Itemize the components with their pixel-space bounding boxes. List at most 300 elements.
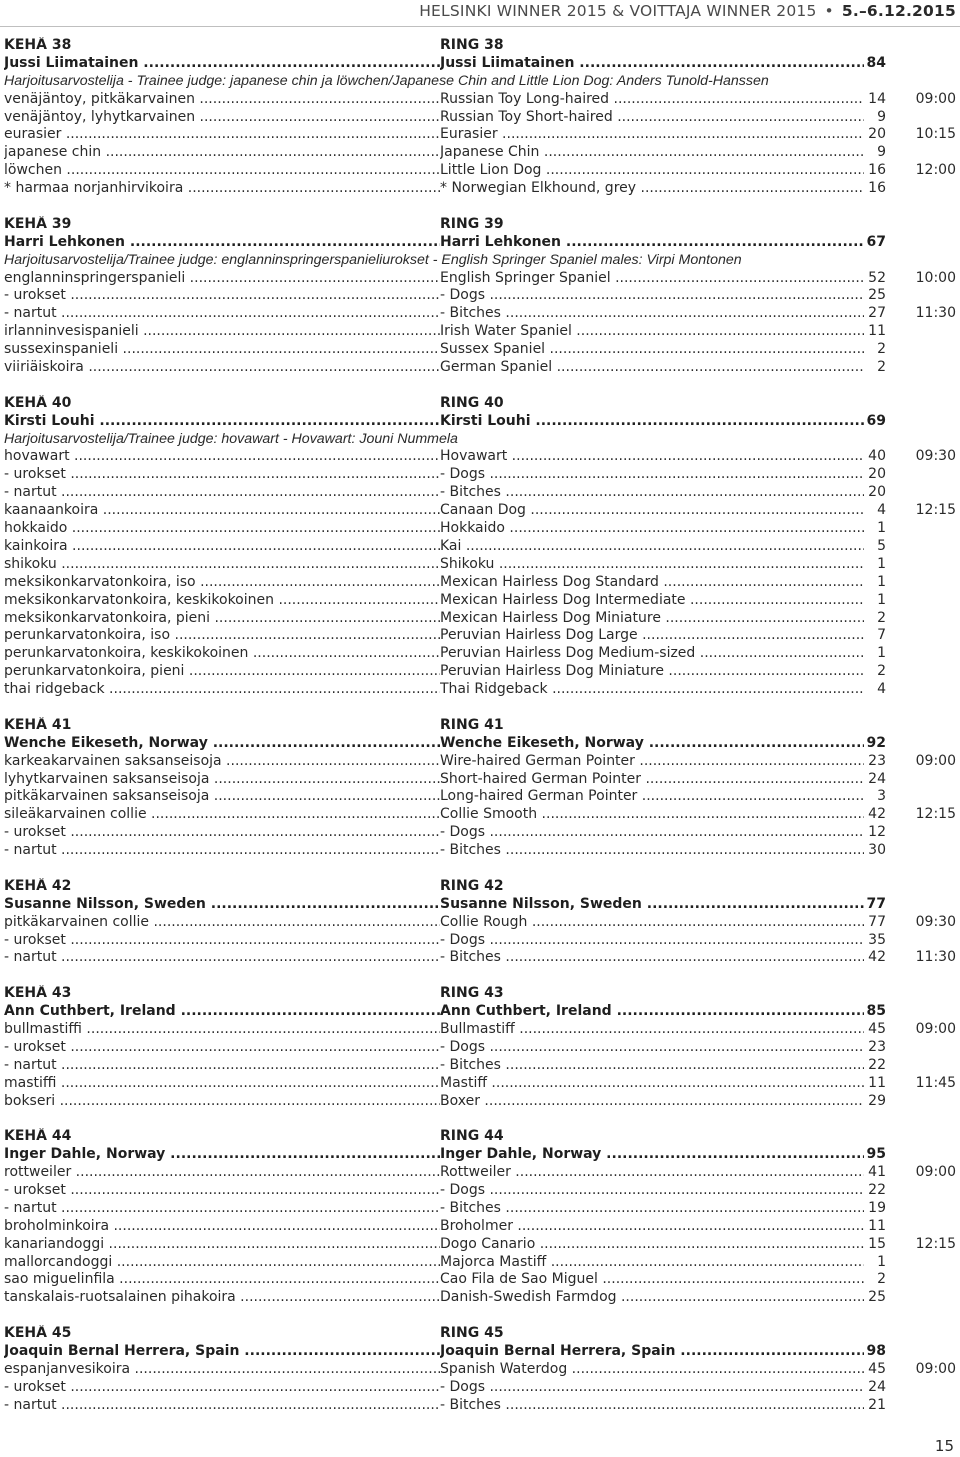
judge-name-en bbox=[440, 234, 864, 252]
breed-name-en bbox=[440, 753, 864, 771]
ring-heading bbox=[4, 1325, 960, 1343]
judge-name-en-text: Inger Dahle, Norway bbox=[440, 1146, 602, 1163]
start-time: 11:30 bbox=[915, 305, 956, 322]
entry-count: 29 bbox=[868, 1092, 886, 1109]
breed-name-en bbox=[440, 932, 864, 950]
breed-name-fi bbox=[4, 466, 440, 484]
breed-name-en-text: Broholmer bbox=[440, 1217, 513, 1234]
judge-name-fi bbox=[4, 1343, 440, 1361]
breed-row bbox=[4, 180, 960, 198]
breed-name-fi-text: mallorcandoggi bbox=[4, 1253, 113, 1270]
breed-row bbox=[4, 91, 960, 109]
breed-name-en bbox=[440, 1379, 864, 1397]
ring-section bbox=[4, 860, 960, 967]
kehä-label: KEHÄ 40 bbox=[4, 394, 72, 411]
breed-name-fi-text: meksikonkarvatonkoira, pieni bbox=[4, 609, 211, 626]
judge-name-fi-text: Ann Cuthbert, Ireland bbox=[4, 1003, 176, 1020]
ring-heading bbox=[4, 37, 960, 55]
breed-name-fi bbox=[4, 914, 440, 932]
breed-name-fi bbox=[4, 144, 440, 162]
breed-name-fi bbox=[4, 592, 440, 610]
entry-count: 52 bbox=[868, 269, 886, 286]
breed-row bbox=[4, 914, 960, 932]
breed-name-en bbox=[440, 484, 864, 502]
breed-name-fi bbox=[4, 1289, 440, 1307]
start-time: 09:00 bbox=[915, 1360, 956, 1377]
breed-name-en bbox=[440, 126, 864, 144]
breed-row bbox=[4, 359, 960, 377]
ring-schedule bbox=[4, 37, 960, 1415]
breed-name-en bbox=[440, 538, 864, 556]
entry-total: 95 bbox=[866, 1146, 886, 1163]
judge-name-en bbox=[440, 896, 864, 914]
ring-label: RING 39 bbox=[440, 215, 504, 232]
entry-count: 20 bbox=[868, 466, 886, 483]
start-time: 09:00 bbox=[915, 1164, 956, 1181]
entry-count: 35 bbox=[868, 931, 886, 948]
breed-name-en-text: Japanese Chin bbox=[440, 144, 540, 161]
entry-count: 23 bbox=[868, 1038, 886, 1055]
entry-count: 22 bbox=[868, 1056, 886, 1073]
breed-name-en-text: Shikoku bbox=[440, 555, 495, 572]
breed-row bbox=[4, 592, 960, 610]
breed-name-en bbox=[440, 1271, 864, 1289]
breed-name-en bbox=[440, 1039, 864, 1057]
breed-name-fi bbox=[4, 663, 440, 681]
entry-count: 42 bbox=[868, 949, 886, 966]
judge-row bbox=[4, 55, 960, 73]
entry-count: 11 bbox=[868, 1074, 886, 1091]
breed-row bbox=[4, 323, 960, 341]
breed-name-fi-text: - nartut bbox=[4, 1396, 57, 1413]
header-separator: • bbox=[824, 2, 834, 20]
breed-name-fi-text: lyhytkarvainen saksanseisoja bbox=[4, 770, 210, 787]
breed-name-fi-text: - urokset bbox=[4, 1378, 66, 1395]
trainee-judge-note: Harjoitusarvostelija/Trainee judge: englanninspringerspanieliurokset - English Springer Spaniel males: Virpi Montonen bbox=[4, 251, 742, 268]
breed-name-fi-text: perunkarvatonkoira, pieni bbox=[4, 663, 185, 680]
entry-count: 1 bbox=[877, 1253, 886, 1270]
entry-count: 41 bbox=[868, 1164, 886, 1181]
breed-name-en-text: Mexican Hairless Dog Miniature bbox=[440, 609, 661, 626]
breed-row bbox=[4, 502, 960, 520]
entry-count: 2 bbox=[877, 359, 886, 376]
kehä-label: KEHÄ 38 bbox=[4, 37, 72, 53]
breed-name-fi-text: pitkäkarvainen saksanseisoja bbox=[4, 788, 210, 805]
entry-count: 19 bbox=[868, 1199, 886, 1216]
judge-name-fi-text: Harri Lehkonen bbox=[4, 233, 126, 250]
breed-row bbox=[4, 1271, 960, 1289]
judge-row bbox=[4, 896, 960, 914]
breed-row bbox=[4, 448, 960, 466]
breed-name-fi bbox=[4, 287, 440, 305]
start-time: 12:15 bbox=[915, 806, 956, 823]
breed-row bbox=[4, 1075, 960, 1093]
judge-name-en bbox=[440, 735, 864, 753]
breed-row bbox=[4, 645, 960, 663]
judge-name-fi bbox=[4, 735, 440, 753]
breed-name-en bbox=[440, 1075, 864, 1093]
breed-name-en bbox=[440, 1361, 864, 1379]
kehä-label: KEHÄ 39 bbox=[4, 215, 72, 232]
judge-name-en-text: Harri Lehkonen bbox=[440, 233, 562, 250]
ring-heading bbox=[4, 717, 960, 735]
ring-label: RING 38 bbox=[440, 37, 504, 53]
breed-row bbox=[4, 1218, 960, 1236]
ring-section bbox=[4, 967, 960, 1110]
ring-section bbox=[4, 198, 960, 377]
breed-name-fi bbox=[4, 1164, 440, 1182]
breed-name-en-text: Long-haired German Pointer bbox=[440, 788, 638, 805]
breed-name-fi bbox=[4, 180, 440, 198]
entry-count: 25 bbox=[868, 1289, 886, 1306]
ring-section bbox=[4, 1307, 960, 1414]
section-gap bbox=[4, 860, 960, 878]
entry-count: 1 bbox=[877, 520, 886, 537]
breed-name-en-text: - Dogs bbox=[440, 824, 486, 841]
breed-name-fi-text: perunkarvatonkoira, keskikokoinen bbox=[4, 645, 249, 662]
breed-name-en bbox=[440, 1236, 864, 1254]
breed-name-fi bbox=[4, 556, 440, 574]
breed-name-en bbox=[440, 645, 864, 663]
judge-name-en-text: Ann Cuthbert, Ireland bbox=[440, 1003, 612, 1020]
judge-row bbox=[4, 1343, 960, 1361]
breed-name-en bbox=[440, 359, 864, 377]
header-divider bbox=[0, 26, 960, 27]
breed-name-en bbox=[440, 1093, 864, 1111]
breed-name-en-text: Little Lion Dog bbox=[440, 162, 542, 179]
breed-name-fi bbox=[4, 610, 440, 628]
ring-section bbox=[4, 1110, 960, 1307]
breed-row bbox=[4, 771, 960, 789]
entry-count: 11 bbox=[868, 323, 886, 340]
trainee-judge-note: Harjoitusarvostelija/Trainee judge: hovawart - Hovawart: Jouni Nummela bbox=[4, 430, 458, 447]
ring-label: RING 40 bbox=[440, 394, 504, 411]
breed-name-en bbox=[440, 502, 864, 520]
breed-row bbox=[4, 753, 960, 771]
breed-name-en-text: Majorca Mastiff bbox=[440, 1253, 547, 1270]
judge-name-en-text: Susanne Nilsson, Sweden bbox=[440, 895, 642, 912]
entry-count: 21 bbox=[868, 1396, 886, 1413]
breed-name-fi bbox=[4, 323, 440, 341]
breed-row bbox=[4, 574, 960, 592]
ring-heading bbox=[4, 395, 960, 413]
breed-name-fi-text: - urokset bbox=[4, 287, 66, 304]
start-time: 09:30 bbox=[915, 913, 956, 930]
breed-name-en-text: Mexican Hairless Dog Intermediate bbox=[440, 591, 686, 608]
entry-count: 2 bbox=[877, 1271, 886, 1288]
judge-name-fi-text: Wenche Eikeseth, Norway bbox=[4, 734, 208, 751]
breed-row bbox=[4, 1021, 960, 1039]
breed-name-fi bbox=[4, 842, 440, 860]
judge-name-en bbox=[440, 1343, 864, 1361]
entry-count: 16 bbox=[868, 162, 886, 179]
breed-row bbox=[4, 1361, 960, 1379]
breed-name-en bbox=[440, 574, 864, 592]
breed-name-en-text: Irish Water Spaniel bbox=[440, 323, 572, 340]
breed-name-en-text: Sussex Spaniel bbox=[440, 341, 546, 358]
breed-name-en-text: Dogo Canario bbox=[440, 1235, 536, 1252]
section-gap bbox=[4, 1110, 960, 1128]
ring-section bbox=[4, 37, 960, 198]
breed-name-fi-text: englanninspringerspanieli bbox=[4, 269, 186, 286]
entry-count: 42 bbox=[868, 806, 886, 823]
start-time: 09:00 bbox=[915, 1020, 956, 1037]
entry-count: 45 bbox=[868, 1020, 886, 1037]
breed-name-en-text: - Dogs bbox=[440, 1182, 486, 1198]
entry-count: 20 bbox=[868, 484, 886, 501]
breed-name-en-text: - Dogs bbox=[440, 466, 486, 483]
breed-name-fi-text: - nartut bbox=[4, 305, 57, 322]
entry-count: 45 bbox=[868, 1360, 886, 1377]
entry-count: 24 bbox=[868, 1378, 886, 1395]
entry-total: 98 bbox=[866, 1343, 886, 1360]
judge-name-fi bbox=[4, 413, 440, 431]
breed-name-fi-text: kaanaankoira bbox=[4, 502, 99, 519]
breed-row bbox=[4, 484, 960, 502]
judge-name-en bbox=[440, 1003, 864, 1021]
breed-name-fi bbox=[4, 645, 440, 663]
breed-name-fi bbox=[4, 771, 440, 789]
breed-name-en bbox=[440, 1218, 864, 1236]
breed-name-fi-text: löwchen bbox=[4, 162, 62, 179]
breed-name-en-text: Short-haired German Pointer bbox=[440, 770, 642, 787]
breed-name-en-text: - Dogs bbox=[440, 287, 486, 304]
breed-name-en bbox=[440, 681, 864, 699]
ring-label: RING 43 bbox=[440, 985, 504, 1002]
entry-count: 11 bbox=[868, 1217, 886, 1234]
breed-name-en bbox=[440, 663, 864, 681]
breed-row bbox=[4, 287, 960, 305]
breed-name-fi-text: meksikonkarvatonkoira, iso bbox=[4, 573, 196, 590]
breed-name-en bbox=[440, 627, 864, 645]
breed-name-en-text: - Bitches bbox=[440, 484, 501, 501]
breed-name-en-text: German Spaniel bbox=[440, 359, 553, 376]
breed-name-fi-text: japanese chin bbox=[4, 144, 102, 161]
breed-row bbox=[4, 1200, 960, 1218]
breed-name-fi-text: pitkäkarvainen collie bbox=[4, 913, 150, 930]
entry-count: 14 bbox=[868, 90, 886, 107]
ring-section bbox=[4, 699, 960, 860]
breed-name-fi bbox=[4, 681, 440, 699]
section-gap bbox=[4, 1307, 960, 1325]
entry-count: 12 bbox=[868, 824, 886, 841]
breed-name-fi bbox=[4, 788, 440, 806]
breed-name-fi-text: rottweiler bbox=[4, 1164, 72, 1181]
breed-name-fi-text: karkeakarvainen saksanseisoja bbox=[4, 752, 222, 769]
breed-name-en-text: Cao Fila de Sao Miguel bbox=[440, 1271, 598, 1288]
breed-name-en bbox=[440, 91, 864, 109]
breed-name-fi bbox=[4, 627, 440, 645]
breed-name-en-text: Eurasier bbox=[440, 126, 498, 143]
start-time: 09:30 bbox=[915, 448, 956, 465]
entry-count: 1 bbox=[877, 645, 886, 662]
breed-name-en bbox=[440, 806, 864, 824]
breed-name-fi-text: - urokset bbox=[4, 1038, 66, 1055]
breed-name-fi bbox=[4, 1361, 440, 1379]
breed-name-en-text: Peruvian Hairless Dog Large bbox=[440, 627, 638, 644]
kehä-label: KEHÄ 43 bbox=[4, 985, 72, 1002]
judge-name-fi-text: Joaquin Bernal Herrera, Spain bbox=[4, 1343, 240, 1360]
page-number: 15 bbox=[934, 1437, 954, 1455]
entry-total: 85 bbox=[866, 1003, 886, 1020]
breed-name-fi bbox=[4, 1236, 440, 1254]
judge-name-fi bbox=[4, 1003, 440, 1021]
breed-name-fi bbox=[4, 359, 440, 377]
breed-name-en bbox=[440, 180, 864, 198]
entry-count: 15 bbox=[868, 1235, 886, 1252]
breed-name-fi bbox=[4, 574, 440, 592]
breed-name-fi-text: broholminkoira bbox=[4, 1217, 110, 1234]
start-time: 12:00 bbox=[915, 162, 956, 179]
breed-name-fi-text: viiriäiskoira bbox=[4, 359, 84, 376]
breed-row bbox=[4, 627, 960, 645]
breed-name-en-text: - Dogs bbox=[440, 1038, 486, 1055]
entry-count: 2 bbox=[877, 663, 886, 680]
breed-name-en-text: - Bitches bbox=[440, 305, 501, 322]
section-gap bbox=[4, 198, 960, 216]
breed-name-en-text: Wire-haired German Pointer bbox=[440, 752, 635, 769]
breed-name-en bbox=[440, 949, 864, 967]
breed-row bbox=[4, 824, 960, 842]
breed-row bbox=[4, 538, 960, 556]
entry-count: 3 bbox=[877, 788, 886, 805]
judge-row bbox=[4, 735, 960, 753]
section-gap bbox=[4, 377, 960, 395]
breed-name-en bbox=[440, 1397, 864, 1415]
breed-row bbox=[4, 1289, 960, 1307]
breed-name-en-text: Danish-Swedish Farmdog bbox=[440, 1289, 617, 1306]
breed-name-fi bbox=[4, 753, 440, 771]
breed-name-en-text: Spanish Waterdog bbox=[440, 1360, 568, 1377]
breed-name-en bbox=[440, 144, 864, 162]
breed-name-fi-text: - urokset bbox=[4, 824, 66, 841]
breed-name-en-text: - Bitches bbox=[440, 842, 501, 859]
breed-row bbox=[4, 126, 960, 144]
breed-row bbox=[4, 305, 960, 323]
breed-name-en bbox=[440, 448, 864, 466]
breed-name-en-text: English Springer Spaniel bbox=[440, 269, 611, 286]
page-header bbox=[419, 2, 956, 24]
judge-name-fi-text: Inger Dahle, Norway bbox=[4, 1146, 166, 1163]
breed-name-fi bbox=[4, 949, 440, 967]
breed-name-en-text: - Bitches bbox=[440, 949, 501, 966]
breed-name-fi bbox=[4, 109, 440, 127]
breed-name-fi-text: espanjanvesikoira bbox=[4, 1360, 131, 1377]
breed-name-en-text: - Bitches bbox=[440, 1396, 501, 1413]
judge-name-fi bbox=[4, 234, 440, 252]
breed-name-fi-text: * harmaa norjanhirvikoira bbox=[4, 180, 184, 197]
entry-total: 84 bbox=[866, 54, 886, 71]
breed-name-en-text: Peruvian Hairless Dog Medium-sized bbox=[440, 645, 696, 662]
ring-label: RING 42 bbox=[440, 877, 504, 894]
breed-row bbox=[4, 162, 960, 180]
breed-name-en bbox=[440, 162, 864, 180]
breed-name-fi-text: venäjäntoy, pitkäkarvainen bbox=[4, 90, 195, 107]
breed-name-fi bbox=[4, 1200, 440, 1218]
breed-name-en-text: Collie Smooth bbox=[440, 806, 538, 823]
breed-name-en bbox=[440, 1164, 864, 1182]
breed-name-en bbox=[440, 1200, 864, 1218]
ring-heading bbox=[4, 1128, 960, 1146]
entry-count: 4 bbox=[877, 502, 886, 519]
entry-total: 77 bbox=[866, 895, 886, 912]
breed-name-en bbox=[440, 466, 864, 484]
breed-name-fi-text: perunkarvatonkoira, iso bbox=[4, 627, 171, 644]
entry-count: 2 bbox=[877, 341, 886, 358]
breed-row bbox=[4, 842, 960, 860]
breed-name-fi bbox=[4, 305, 440, 323]
breed-name-fi bbox=[4, 806, 440, 824]
breed-row bbox=[4, 1039, 960, 1057]
breed-name-fi-text: kanariandoggi bbox=[4, 1235, 105, 1252]
judge-name-en bbox=[440, 55, 864, 73]
breed-name-fi-text: thai ridgeback bbox=[4, 681, 105, 698]
breed-name-en bbox=[440, 556, 864, 574]
breed-name-fi-text: tanskalais-ruotsalainen pihakoira bbox=[4, 1289, 236, 1306]
breed-row bbox=[4, 806, 960, 824]
judge-name-fi bbox=[4, 55, 440, 73]
breed-name-fi-text: mastiffi bbox=[4, 1074, 57, 1091]
judge-name-fi-text: Jussi Liimatainen bbox=[4, 54, 139, 71]
breed-name-en-text: Hokkaido bbox=[440, 520, 505, 537]
breed-name-fi-text: hovawart bbox=[4, 448, 70, 465]
breed-name-fi-text: shikoku bbox=[4, 555, 57, 572]
breed-name-fi-text: - urokset bbox=[4, 466, 66, 483]
breed-name-en bbox=[440, 1182, 864, 1200]
entry-count: 9 bbox=[877, 108, 886, 125]
entry-count: 77 bbox=[868, 913, 886, 930]
breed-name-en bbox=[440, 109, 864, 127]
breed-name-en bbox=[440, 1021, 864, 1039]
judge-name-en bbox=[440, 413, 864, 431]
breed-name-en bbox=[440, 1289, 864, 1307]
kehä-label: KEHÄ 42 bbox=[4, 877, 72, 894]
start-time: 12:15 bbox=[915, 502, 956, 519]
breed-row bbox=[4, 556, 960, 574]
ring-heading bbox=[4, 878, 960, 896]
breed-name-en-text: - Bitches bbox=[440, 1056, 501, 1073]
breed-name-fi-text: - nartut bbox=[4, 1056, 57, 1073]
breed-name-fi bbox=[4, 1057, 440, 1075]
breed-name-fi bbox=[4, 91, 440, 109]
entry-count: 16 bbox=[868, 180, 886, 197]
breed-name-en bbox=[440, 520, 864, 538]
ring-section bbox=[4, 377, 960, 699]
breed-name-en-text: Mexican Hairless Dog Standard bbox=[440, 573, 659, 590]
start-time: 09:00 bbox=[915, 90, 956, 107]
entry-count: 2 bbox=[877, 609, 886, 626]
judge-name-en-text: Kirsti Louhi bbox=[440, 412, 531, 429]
breed-name-en-text: Kai bbox=[440, 537, 462, 554]
breed-name-fi bbox=[4, 932, 440, 950]
entry-count: 7 bbox=[877, 627, 886, 644]
breed-name-fi bbox=[4, 1254, 440, 1272]
entry-count: 1 bbox=[877, 555, 886, 572]
breed-row bbox=[4, 1182, 960, 1200]
breed-name-fi-text: eurasier bbox=[4, 126, 62, 143]
kehä-label: KEHÄ 44 bbox=[4, 1128, 72, 1145]
breed-name-en-text: Bullmastiff bbox=[440, 1020, 515, 1037]
breed-name-fi bbox=[4, 270, 440, 288]
breed-name-fi-text: bullmastiffi bbox=[4, 1020, 82, 1037]
entry-count: 25 bbox=[868, 287, 886, 304]
ring-heading bbox=[4, 985, 960, 1003]
breed-name-fi bbox=[4, 1271, 440, 1289]
entry-count: 4 bbox=[877, 681, 886, 698]
breed-name-en bbox=[440, 287, 864, 305]
breed-name-en bbox=[440, 914, 864, 932]
breed-name-en-text: Mastiff bbox=[440, 1074, 487, 1091]
